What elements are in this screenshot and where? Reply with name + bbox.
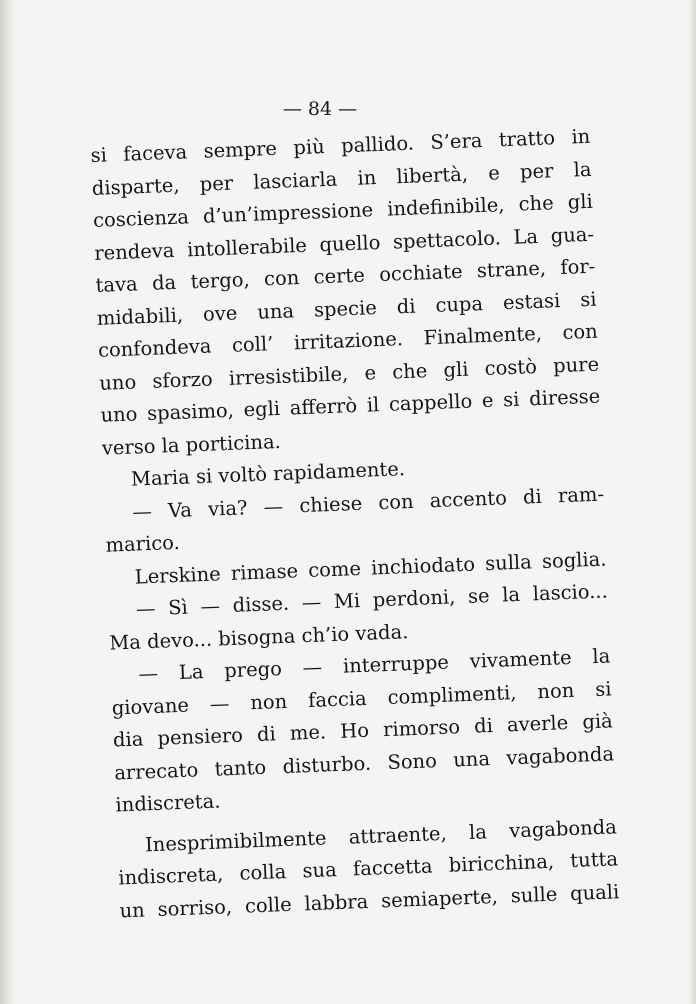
text-line: confondeva coll’ irritazione. Finalmente, con — [97, 319, 599, 362]
text-line: un sorriso, colle labbra semiaperte, sulle quali — [119, 879, 620, 922]
text-line: dia pensiero di me. Ho rimorso di averle già — [112, 709, 614, 752]
text-line: midabili, ove una specie di cupa estasi si — [96, 287, 597, 330]
body-text — [90, 121, 620, 928]
text-line: marico. — [105, 530, 181, 557]
text-line: — La prego — interruppe vivamente la — [138, 644, 611, 686]
text-line: si faceva sempre più pallido. S’era tratto in — [90, 124, 591, 167]
text-line: — Sì — disse. — Mi perdoni, se la lascio... — [135, 579, 609, 621]
text-line: indiscreta, colla sua faccetta biricchina, tutta — [117, 847, 619, 890]
text-line: tava da tergo, con certe occhiate strane, for- — [95, 254, 596, 297]
page-edge-shadow — [688, 0, 696, 1004]
text-line: arrecato tanto disturbo. Sono una vagabonda — [113, 741, 615, 785]
text-line: coscienza d’un’impressione indefinibile, che gli — [92, 189, 594, 232]
text-line: Lerskine rimase come inchiodato sulla soglia. — [134, 546, 607, 589]
text-line: indiscreta. — [115, 789, 221, 817]
text-line: — Va via? — chiese con accento di ram- — [131, 482, 605, 524]
text-line: uno sforzo irresistibile, e che gli costò pure — [98, 352, 600, 395]
text-line: verso la porticina. — [101, 429, 282, 460]
text-line: uno spasimo, egli afferrò il cappello e si diresse — [100, 384, 601, 427]
text-line: Inesprimibilmente attraente, la vagabonda — [144, 814, 618, 856]
text-line: giovane — non faccia complimenti, non si — [111, 676, 612, 720]
page-spine-shadow — [0, 0, 16, 1004]
text-line: rendeva intollerabile quello spettacolo. La gua- — [93, 222, 595, 265]
text-line: disparte, per lasciarla in libertà, e per la — [91, 157, 592, 200]
text-line: Maria si voltò rapidamente. — [130, 457, 406, 491]
text-line: Ma devo... bisogna ch’io vada. — [108, 619, 409, 655]
page-number-header: — 84 — — [282, 98, 358, 120]
